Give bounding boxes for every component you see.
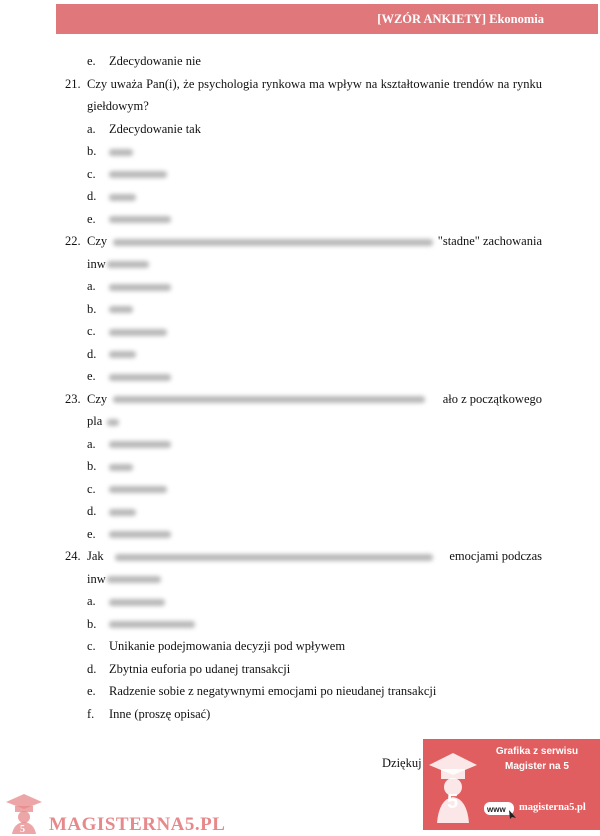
option-text-redacted [109,185,136,207]
option-letter: d. [87,189,97,203]
option-text-redacted [109,365,171,387]
option-letter: e. [87,211,96,226]
promo-line-2: Magister na 5 [505,761,569,772]
option-text: Unikanie podejmowania decyzji pod wpływem [109,639,346,653]
question-text-redacted [107,410,119,432]
q23-options [65,433,542,546]
option-letter: a. [87,279,96,293]
q24-options [65,590,542,725]
option-letter: d. [87,504,97,518]
question-23 [65,388,542,411]
promo-line-1: Grafika z serwisu [495,746,579,757]
question-21 [65,73,542,118]
option-text-redacted [109,613,195,635]
option-text-redacted [109,320,167,342]
option-letter: c. [87,481,96,496]
promo-url [483,799,595,819]
option-text-redacted [109,523,171,545]
option-line [65,50,542,73]
option-letter: a. [87,121,96,136]
option-text-redacted [109,208,171,230]
option-text-redacted [109,140,133,162]
option-text-redacted [109,478,167,500]
option-letter: b. [87,616,97,631]
question-text-redacted [113,230,433,252]
question-text: Czy uważa Pan(i), że psychologia rynkowa ma wpływ na kształtowanie trendów na rynku giełdowym? [87,76,542,113]
footer-logo-text: MAGISTERNA5.PL [49,814,226,835]
question-text-redacted [107,253,149,275]
question-23-line2 [65,410,542,433]
question-24 [65,545,542,568]
option-letter: f. [87,706,95,721]
option-letter: b. [87,301,97,316]
option-letter: b. [87,144,97,158]
option-text: Zdecydowanie nie [109,54,201,68]
option-line [65,478,542,501]
question-text-end: "stadne" zachowania [437,234,542,248]
option-line [65,680,542,703]
question-text-start: Jak [87,549,104,563]
question-text-redacted [107,568,161,590]
option-line [65,658,542,681]
question-number: 21. [65,76,81,91]
question-text-line2: pla [87,414,103,428]
option-letter: e. [87,369,96,383]
option-letter: b. [87,459,97,473]
option-line [65,523,542,546]
option-line [65,320,542,343]
question-number: 24. [65,549,81,563]
option-line [65,118,542,141]
option-line [65,365,542,388]
option-line [65,455,542,478]
footer-logo [4,790,234,834]
option-line [65,635,542,658]
question-22 [65,230,542,253]
graduation-cap-logo-icon [4,790,48,834]
option-line [65,185,542,208]
web-icon [483,799,517,819]
option-letter: c. [87,639,96,653]
option-line [65,500,542,523]
question-text-end: emocjami podczas [449,549,542,563]
question-22-line2 [65,253,542,276]
option-line [65,433,542,456]
promo-url-text: magisterna5.pl [519,802,586,813]
option-text: Zdecydowanie tak [109,121,201,136]
option-line [65,163,542,186]
option-text-redacted [109,455,133,477]
promo-number: 5 [447,791,459,813]
question-24-line2 [65,568,542,591]
option-letter: e. [87,526,96,541]
promo-title [477,744,597,774]
q21-options [65,118,542,231]
option-text: Radzenie sobie z negatywnymi emocjami po nieudanej transakcji [109,684,437,698]
header-title: [WZÓR ANKIETY] Ekonomia [377,12,544,26]
option-line [65,613,542,636]
svg-text:www: www [487,805,506,814]
option-line [65,703,542,726]
option-letter: d. [87,661,97,676]
option-line [65,590,542,613]
option-letter: e. [87,54,96,68]
promo-badge [423,739,600,830]
option-text-redacted [109,433,171,455]
question-text-end: ało z początkowego [442,391,542,406]
option-text-redacted [109,275,171,297]
option-line [65,208,542,231]
question-text-line2: inw [87,256,106,271]
question-text-line2: inw [87,571,106,586]
option-text-redacted [109,298,133,320]
option-line [65,140,542,163]
option-text-redacted [109,343,136,365]
question-text-redacted [113,388,425,410]
option-letter: d. [87,346,97,361]
option-text-redacted [109,163,167,185]
option-letter: c. [87,166,96,181]
option-letter: c. [87,324,96,338]
option-letter: a. [87,594,96,608]
option-text-redacted [109,590,165,612]
header-bar [56,4,598,34]
question-text-start: Czy [87,234,108,248]
survey-content [65,50,542,725]
option-letter: a. [87,436,96,451]
option-text: Inne (proszę opisać) [109,706,211,721]
option-line [65,298,542,321]
question-number: 23. [65,391,81,406]
option-letter: e. [87,684,96,698]
footer-logo-number: 5 [20,824,25,834]
question-text-redacted [115,545,433,567]
thanks-text: Dziękuj [382,756,422,770]
question-text-start: Czy [87,391,108,406]
option-line [65,343,542,366]
q22-options [65,275,542,388]
option-text-redacted [109,500,136,522]
question-number: 22. [65,234,81,248]
option-line [65,275,542,298]
option-text: Zbytnia euforia po udanej transakcji [109,661,291,676]
